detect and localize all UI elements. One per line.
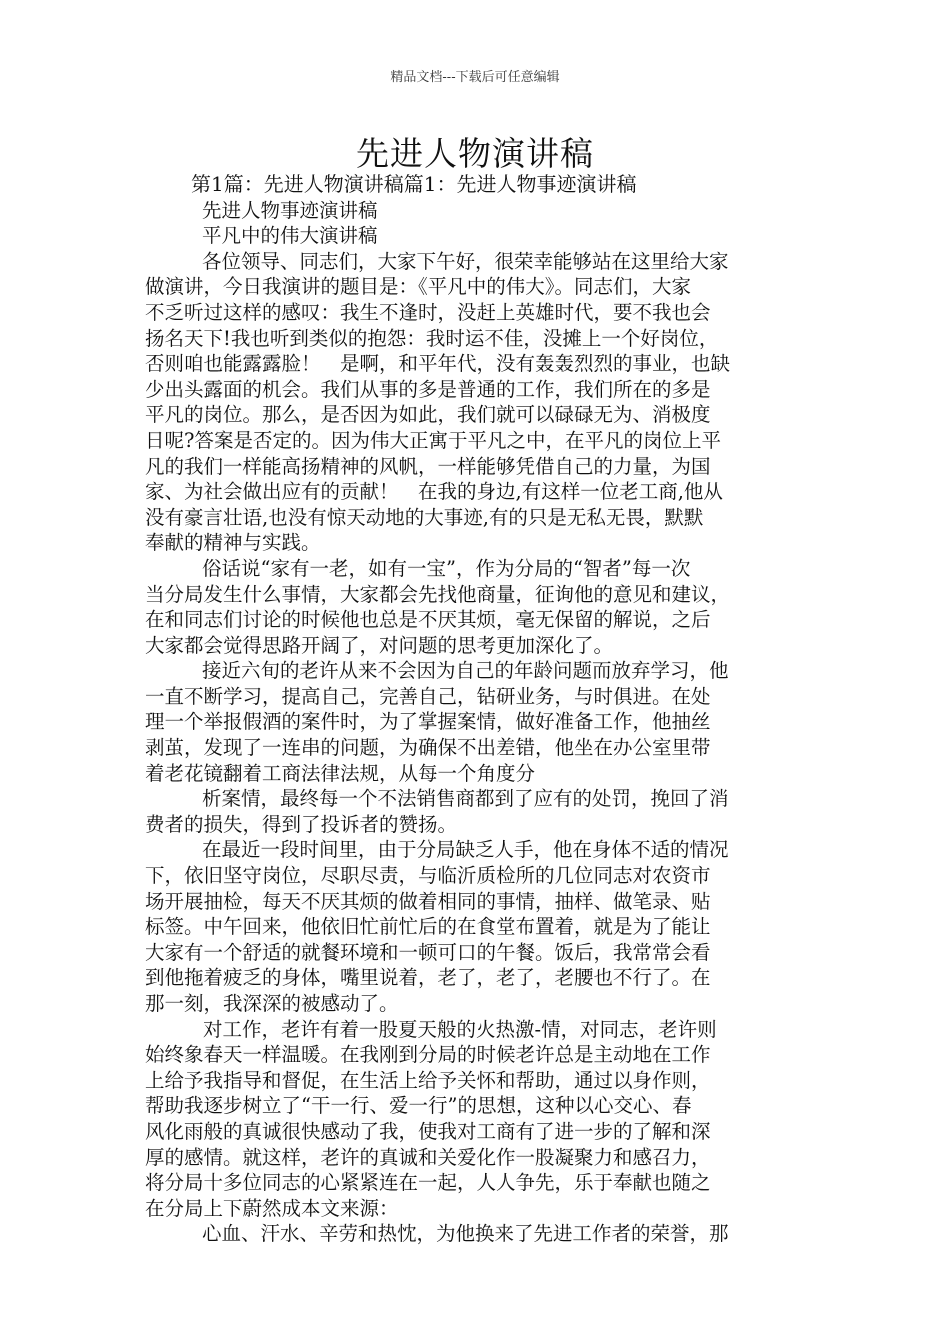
paragraph-line: 心血、汗水、辛劳和热忱，为他换来了先进工作者的荣誉，那 bbox=[202, 1222, 729, 1246]
paragraph-line: 下，依旧坚守岗位，尽职尽责，与临沂质检所的几位同志对农资市 bbox=[145, 864, 711, 888]
paragraph-line: 厚的感情。就这样，老许的真诚和关爱化作一股凝聚力和感召力， bbox=[145, 1145, 711, 1169]
paragraph-line: 各位领导、同志们，大家下午好，很荣幸能够站在这里给大家 bbox=[202, 249, 729, 273]
paragraph-line: 上给予我指导和督促，在生活上给予关怀和帮助，通过以身作则， bbox=[145, 1068, 711, 1092]
document-body bbox=[145, 172, 815, 1247]
paragraph-line: 大家有一个舒适的就餐环境和一顿可口的午餐。饭后，我常常会看 bbox=[145, 940, 711, 964]
paragraph-line: 理一个举报假酒的案件时，为了掌握案情，做好准备工作，他抽丝 bbox=[145, 710, 711, 734]
paragraph-line: 大家都会觉得思路开阔了，对问题的思考更加深化了。 bbox=[145, 633, 614, 657]
paragraph-line: 析案情，最终每一个不法销售商都到了应有的处罚，挽回了消 bbox=[202, 787, 729, 811]
paragraph-line: 在和同志们讨论的时候他也总是不厌其烦，毫无保留的解说，之后 bbox=[145, 608, 711, 632]
paragraph-line: 平凡中的伟大演讲稿 bbox=[202, 224, 378, 248]
paragraph-line: 着老花镜翻着工商法律法规，从每一个角度分 bbox=[145, 761, 536, 785]
paragraph-line: 场开展抽检，每天不厌其烦的做着相同的事情，抽样、做笔录、贴 bbox=[145, 889, 711, 913]
paragraph-line: 扬名天下!我也听到类似的抱怨：我时运不佳，没摊上一个好岗位， bbox=[145, 326, 719, 350]
paragraph-line: 在分局上下蔚然成本文来源： bbox=[145, 1196, 399, 1220]
paragraph-line: 对工作，老许有着一股夏天般的火热激-情，对同志，老许则 bbox=[203, 1017, 717, 1041]
document-title: 先进人物演讲稿 bbox=[356, 134, 594, 173]
paragraph-line: 凡的我们一样能高扬精神的风帆，一样能够凭借自己的力量，为国 bbox=[145, 454, 711, 478]
paragraph-line: 在最近一段时间里，由于分局缺乏人手，他在身体不适的情况 bbox=[202, 838, 729, 862]
paragraph-line: 日呢?答案是否定的。因为伟大正寓于平凡之中，在平凡的岗位上平 bbox=[145, 428, 721, 452]
paragraph-line: 到他拖着疲乏的身体，嘴里说着，老了，老了，老腰也不行了。在 bbox=[145, 966, 711, 990]
paragraph-line: 将分局十多位同志的心紧紧连在一起，人人争先，乐于奉献也随之 bbox=[145, 1171, 711, 1195]
paragraph-line: 标签。中午回来，他依旧忙前忙后的在食堂布置着，就是为了能让 bbox=[145, 915, 711, 939]
paragraph-line: 接近六旬的老许从来不会因为自己的年龄问题而放弃学习，他 bbox=[202, 659, 729, 683]
paragraph-line: 不乏听过这样的感叹：我生不逢时，没赶上英雄时代，要不我也会 bbox=[145, 300, 711, 324]
paragraph-line: 否则咱也能露露脸！ 是啊，和平年代，没有轰轰烈烈的事业，也缺 bbox=[145, 352, 731, 376]
paragraph-line: 始终象春天一样温暖。在我刚到分局的时候老许总是主动地在工作 bbox=[145, 1043, 711, 1067]
paragraph-line: 平凡的岗位。那么，是否因为如此，我们就可以碌碌无为、消极度 bbox=[145, 403, 711, 427]
paragraph-line: 当分局发生什么事情，大家都会先找他商量，征询他的意见和建议， bbox=[145, 582, 731, 606]
paragraph-line: 那一刻，我深深的被感动了。 bbox=[145, 992, 399, 1015]
paragraph-line: 做演讲，今日我演讲的题目是：《平凡中的伟大》。同志们，大家 bbox=[145, 275, 692, 299]
paragraph-line: 少出头露面的机会。我们从事的多是普通的工作，我们所在的多是 bbox=[145, 377, 711, 401]
paragraph-line: 风化雨般的真诚很快感动了我，使我对工商有了进一步的了解和深 bbox=[145, 1119, 711, 1143]
paragraph-line: 费者的损失，得到了投诉者的赞扬。 bbox=[145, 812, 458, 836]
paragraph-line: 先进人物事迹演讲稿 bbox=[202, 198, 378, 222]
paragraph-line: 俗话说“家有一老，如有一宝”，作为分局的“智者”每一次 bbox=[202, 556, 691, 580]
paragraph-line: 一直不断学习，提高自己，完善自己，钻研业务，与时俱进。在处 bbox=[145, 684, 711, 708]
paragraph-line: 奉献的精神与实践。 bbox=[145, 531, 321, 555]
paragraph-line: 帮助我逐步树立了“干一行、爱一行”的思想，这种以心交心、春 bbox=[145, 1094, 692, 1118]
page-header: 精品文档---下载后可任意编辑 bbox=[390, 70, 560, 85]
paragraph-line: 第1篇：先进人物演讲稿篇1：先进人物事迹演讲稿 bbox=[191, 172, 637, 196]
paragraph-line: 没有豪言壮语,也没有惊天动地的大事迹,有的只是无私无畏，默默 bbox=[145, 505, 704, 529]
paragraph-line: 家、为社会做出应有的贡献！ 在我的身边,有这样一位老工商,他从 bbox=[145, 480, 723, 504]
paragraph-line: 剥茧，发现了一连串的问题，为确保不出差错，他坐在办公室里带 bbox=[145, 736, 711, 760]
